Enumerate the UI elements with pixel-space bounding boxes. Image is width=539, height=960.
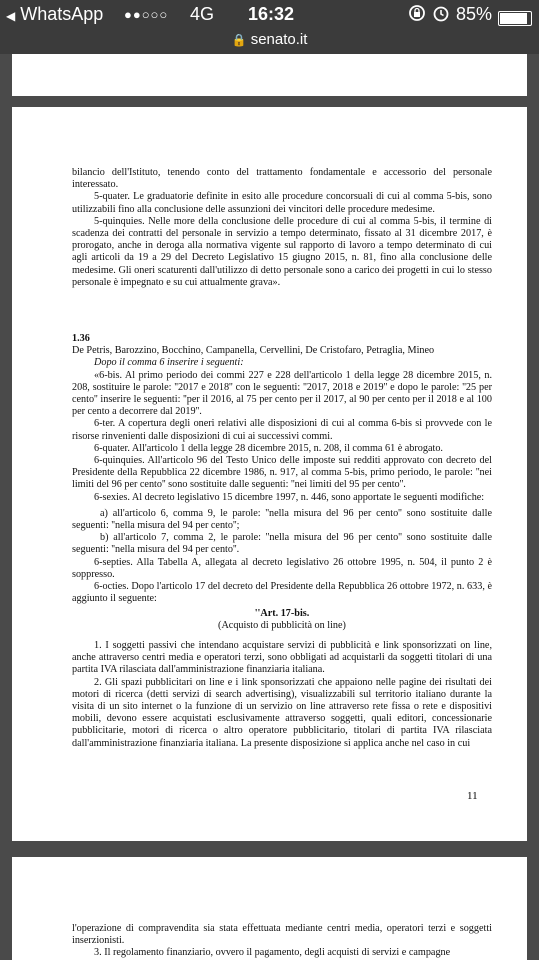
amendment-number: 1.36: [72, 333, 90, 345]
paragraph: 6-sexies. Al decreto legislativo 15 dicembre 1997, n. 446, sono apportate le seguenti modifiche:: [94, 491, 485, 503]
paragraph: l'operazione di compravendita sia stata effettuata mediante centri media, operatori terzi e soggetti inserzionisti.: [72, 923, 492, 947]
paragraph: 6-quater. All'articolo 1 della legge 28 dicembre 2015, n. 208, il comma 61 è abrogato.: [94, 442, 443, 454]
status-bar: [0, 0, 539, 30]
clock: 16:32: [248, 4, 295, 24]
rotation-lock-icon: [408, 4, 426, 27]
page-number: 11: [467, 790, 478, 802]
article-subtitle: (Acquisto di pubblicità on line): [218, 619, 346, 631]
back-app-label: WhatsApp: [20, 4, 104, 24]
pdf-page-12: [12, 857, 527, 960]
alarm-icon: [432, 4, 450, 27]
back-arrow-icon: ◀: [6, 9, 16, 23]
paragraph: 3. Il regolamento finanziario, ovvero il pagamento, degli acquisti di servizi e campagne: [94, 947, 451, 959]
paragraph: 5-quater. Le graduatorie definite in esito alle procedure concorsuali di cui al comma 5-bis, sono utilizzabili fino alla conclusione delle assunzioni dei vincitori delle procedure medesime.: [72, 191, 492, 215]
network-label: 4G: [190, 4, 215, 24]
article-title: ''Art. 17-bis.: [254, 607, 310, 619]
paragraph: 5-quinquies. Nelle more della conclusione delle procedure di cui al comma 5-bis, il termine di scadenza dei contratti del personale in servizio a tempo determinato, fissato al 31 dicembre 2017, è prorogato, anche in deroga alla normativa vigente sul rapporto di lavoro a tempo determinato di cui agli articoli da 19 a 29 del Decreto Legislativo 15 giugno 2015, n. 81, fino alla conclusione delle medesime. Gli oneri scaturenti dall'utilizzo di detto personale sono a carico dei progetti in cui lo stesso personale è impegnato e su cui attualmente grava».: [72, 215, 492, 288]
lock-icon: 🔒: [231, 33, 247, 47]
signal-icon: ●●○○○: [124, 7, 169, 22]
page-content: [72, 923, 492, 960]
amendment-authors: De Petris, Barozzino, Bocchino, Campanella, Cervellini, De Cristofaro, Petraglia, Mineo: [72, 345, 435, 357]
paragraph: 6-ter. A copertura degli oneri relativi alle disposizioni di cui al comma 6-bis si provvede con le risorse rinvenienti dalle disposizioni di cui ai successivi commi.: [72, 418, 492, 442]
paragraph: 6-quinquies. All'articolo 96 del Testo Unico delle imposte sui redditi approvato con decreto del Presidente della Repubblica 22 dicembre 1986, n. 917, al comma 5-bis, primo periodo, le parole: ''nei limiti del 96 per cento'' sono sostituite dalle seguenti: ''nei limiti del 95 per cento''.: [72, 455, 492, 491]
paragraph: «6-bis. Al primo periodo dei commi 227 e 228 dell'articolo 1 della legge 28 dicembre 2015, n. 208, sostituire le parole: ''2017 e 2018'' con le seguenti: ''2017, 2018 e 2019'' e dopo le parole: ''25 per cento'' inserire le seguenti: ''per il 2016, al 75 per cento per il 2017, al 90 per cento per il 2018 e al 100 per cento a decorrere dal 2019''.: [72, 369, 492, 418]
paragraph: 6-septies. Alla Tabella A, allegata al decreto legislativo 26 ottobre 1995, n. 504, il punto 2 è soppresso.: [72, 556, 492, 580]
amendment-instruction: Dopo il comma 6 inserire i seguenti:: [94, 357, 244, 369]
paragraph: 1. I soggetti passivi che intendano acquistare servizi di pubblicità e link sponsorizzati on line, anche attraverso centri media e operatori terzi, sono obbligati ad acquistarli da soggetti titolari di una partita IVA rilasciata dall'amministrazione finanziaria italiana.: [72, 639, 492, 676]
url-bar[interactable]: [0, 30, 539, 54]
paragraph: bilancio dell'Istituto, tenendo conto del trattamento fondamentale e accessorio del personale interessato.: [72, 167, 492, 191]
list-item: b) all'articolo 7, comma 2, le parole: ''nella misura del 96 per cento'' sono sostituite dalle seguenti: ''nella misura del 94 per cento''.: [72, 532, 492, 556]
list-item: a) all'articolo 6, comma 9, le parole: ''nella misura del 96 per cento'' sono sostituite dalle seguenti: ''nella misura del 94 per cento'';: [72, 507, 492, 532]
pdf-page-previous: [12, 54, 527, 96]
battery-percent: 85%: [456, 4, 493, 24]
page-content: [72, 167, 492, 750]
paragraph: 2. Gli spazi pubblicitari on line e i link sponsorizzati che appaiono nelle pagine dei risultati dei motori di ricerca (detti servizi di search advertising), visualizzabili sul territorio italiano durante la visita di un sito internet o la funzione di un servizio on line attraverso rete fissa o rete e dispositivi mobili, devono essere acquistati esclusivamente attraverso soggetti, quali editori, concessionarie pubblicitarie, motori di ricerca o altro operatore pubblicitario, titolari di partita IVA rilasciata dall'amministrazione finanziaria italiana. La presente disposizione si applica anche nel caso in cui: [72, 676, 492, 749]
pdf-page-11: [12, 107, 527, 841]
back-to-app[interactable]: [6, 4, 103, 25]
url-text: senato.it: [250, 31, 308, 48]
paragraph: 6-octies. Dopo l'articolo 17 del decreto del Presidente della Repubblica 26 ottobre 1972, n. 633, è aggiunto il seguente:: [72, 581, 492, 605]
